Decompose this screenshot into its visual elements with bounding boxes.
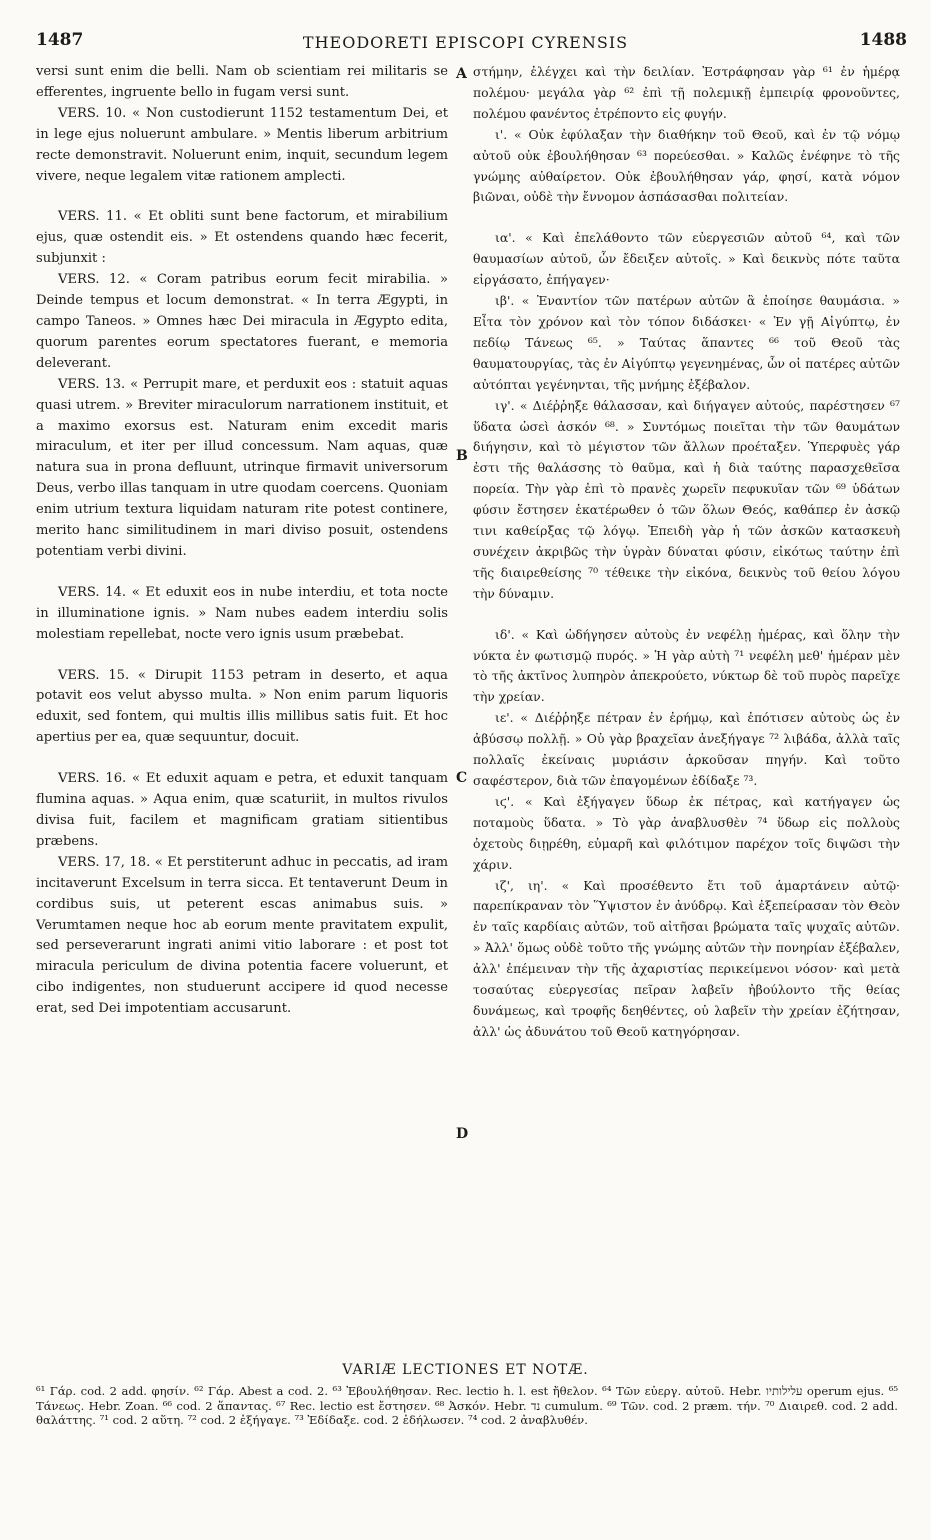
paragraph-gap xyxy=(36,187,448,207)
paragraph-gap xyxy=(36,563,448,583)
notes-title: VARIÆ LECTIONES ET NOTÆ. xyxy=(342,1362,589,1378)
column-mark-a: A xyxy=(456,66,467,82)
column-mark-b: B xyxy=(456,448,468,464)
latin-paragraph: VERS. 10. « Non custodierunt 1152 testamentum Dei, et in lege ejus noluerunt ambulare. » Mentis liberum arbitrium recte demonstravit. Noluerunt enim, inquit, secundum legem vivere, neque legalem vitæ rationem amplecti. xyxy=(36,105,448,184)
latin-paragraph: VERS. 11. « Et obliti sunt bene factorum, et mirabilium ejus, quæ ostendit eis. » Et ostendens quando hæc fecerit, subjunxit : xyxy=(36,209,448,267)
paragraph-gap xyxy=(36,646,448,666)
paragraph-gap xyxy=(473,605,900,625)
note-line: ⁶¹ Γάρ. cod. 2 add. φησίν. ⁶² Γάρ. Abest a cod. 2. ⁶³ Ἐβουλήθησαν. Rec. lectio h. l. est ἤθελον. ⁶⁴ Τῶν εὐεργ. αὐτοῦ. Hebr. עלילותיו operum ejus. ⁶⁵ Τάνεως. Hebr. Zoan. ⁶⁶ cod. 2 ἅπαντας. ⁶⁷ Rec. lectio est ἔστησεν. ⁶⁸ Ἀσκόν. Hebr. נד cumulum. ⁶⁹ Τῶν. cod. 2 præm. τήν. ⁷⁰ Διαιρεθ. cod. 2 add. θαλάττης. ⁷¹ cod. 2 αὕτη. ⁷² cod. 2 ἐξήγαγε. ⁷³ Ἐδίδαξε. cod. 2 ἐδήλωσεν. ⁷⁴ cod. 2 ἀναβλυθέν. xyxy=(36,1384,898,1428)
paragraph-gap xyxy=(473,208,900,228)
running-title: THEODORETI EPISCOPI CYRENSIS xyxy=(302,33,629,52)
latin-paragraph: VERS. 17, 18. « Et perstiterunt adhuc in peccatis, ad iram incitaverunt Excelsum in terra sicca. Et tentaverunt Deum in cordibus suis, ut peterent escas animabus suis. » Verumtamen neque hoc ab eorum mente pravitatem expulit, sed perseverarunt ingrati animi vitio laborare : et post tot miracula periculum de divina potentia facere voluerunt, et cibo indigentes, non studuerunt accipere id quod necesse erat, sed Dei impotentiam accusarunt. xyxy=(36,854,448,1017)
greek-paragraph: ιβ'. « Ἐναντίον τῶν πατέρων αὐτῶν ἃ ἐποίησε θαυμάσια. » Εἶτα τὸν χρόνον καὶ τὸν τόπον διδάσκει· « Ἐν γῇ Αἰγύπτῳ, ἐν πεδίῳ Τάνεως ⁶⁵. » Ταύτας ἅπαντες ⁶⁶ τοῦ Θεοῦ τὰς θαυματουργίας, τὰς ἐν Αἰγύπτῳ γεγενημένας, ὧν οἱ πατέρες αὐτῶν αὐτόπται γεγένηνται, τῆς μνήμης ἐξέβαλον. xyxy=(473,293,900,392)
greek-paragraph: ιϛ'. « Καὶ ἐξήγαγεν ὕδωρ ἐκ πέτρας, καὶ κατήγαγεν ὡς ποταμοὺς ὕδατα. » Τὸ γὰρ ἀναβλυσθὲν ⁷⁴ ὕδωρ εἰς πολλοὺς ὀχετοὺς διῃρέθη, εὐμαρῆ καὶ φιλότιμον παρέχον τοῖς διψῶσι τὴν χάριν. xyxy=(473,793,900,872)
greek-paragraph: ιγ'. « Διέῤῥηξε θάλασσαν, καὶ διήγαγεν αὐτούς, παρέστησεν ⁶⁷ ὕδατα ὡσεὶ ἀσκόν ⁶⁸. » Συντόμως ποιεῖται τὴν τῶν θαυμάτων διήγησιν, καὶ τὸ μέγιστον τῶν ἄλλων προέταξεν. Ὑπερφυὲς γάρ ἐστι τῆς θαλάσσης τὸ θαῦμα, καὶ ἡ διὰ ταύτης παρασχεθεῖσα πορεία. Τὴν γὰρ ἐπὶ τὸ πρανὲς χωρεῖν πεφυκυῖαν τῶν ⁶⁹ ὑδάτων φύσιν ἔστησεν ἑκατέρωθεν ὁ τῶν ὅλων Θεός, καθάπερ ἐν ἀσκῷ τινι καθείρξας τῷ λόγῳ. Ἐπειδὴ γὰρ ἡ τῶν ἀσκῶν κατασκευὴ συνέχειν ἀκριβῶς τὴν ὑγρὰν δύναται φύσιν, εἰκότως ταύτην ἐπὶ τῆς διαιρεθείσης ⁷⁰ τέθεικε τὴν εἰκόνα, δεικνὺς τοῦ θείου λόγου τὴν δύναμιν. xyxy=(473,397,900,601)
page-header xyxy=(0,30,931,64)
page-number-right: 1488 xyxy=(859,30,907,50)
column-mark-c: C xyxy=(456,770,468,786)
greek-paragraph: ι'. « Οὐκ ἐφύλαξαν τὴν διαθήκην τοῦ Θεοῦ, καὶ ἐν τῷ νόμῳ αὐτοῦ οὐκ ἐβουλήθησαν ⁶³ πορεύεσθαι. » Καλῶς ἐνέφηνε τὸ τῆς γνώμης αὐθαίρετον. Οὐκ ἐβουλήθησαν γάρ, φησί, κατὰ νόμον βιῶναι, οὐδὲ τὴν ἔννομον ἀσπάσασθαι πολιτείαν. xyxy=(473,126,900,205)
page-number-left: 1487 xyxy=(36,30,84,50)
latin-column xyxy=(36,62,448,1357)
greek-paragraph: ιδ'. « Καὶ ὡδήγησεν αὐτοὺς ἐν νεφέλῃ ἡμέρας, καὶ ὅλην τὴν νύκτα ἐν φωτισμῷ πυρός. » Ἡ γὰρ αὐτὴ ⁷¹ νεφέλη μεθ' ἡμέραν μὲν τὸ τῆς ἀκτῖνος λυπηρὸν ἀπεκρούετο, νύκτωρ δὲ τοῦ πυρὸς παρεῖχε τὴν χρείαν. xyxy=(473,626,900,705)
latin-paragraph: versi sunt enim die belli. Nam ob scientiam rei militaris se efferentes, ingruente bello in fugam versi sunt. xyxy=(36,64,448,100)
greek-column xyxy=(473,62,900,1357)
column-mark-d: D xyxy=(456,1126,469,1142)
greek-paragraph: ιζ', ιη'. « Καὶ προσέθεντο ἔτι τοῦ ἁμαρτάνειν αὐτῷ· παρεπίκραναν τὸν Ὕψιστον ἐν ἀνύδρῳ. Καὶ ἐξεπείρασαν τὸν Θεὸν ἐν ταῖς καρδίαις αὐτῶν, τοῦ αἰτῆσαι βρώματα ταῖς ψυχαῖς αὐτῶν. » Ἀλλ' ὅμως οὐδὲ τοῦτο τῆς γνώμης αὐτῶν τὴν πονηρίαν ἐξέβαλεν, ἀλλ' ἐπέμειναν τὴν τῆς ἀχαριστίας περικείμενοι νόσον· καὶ μετὰ τοσαύτας εὐεργεσίας πεῖραν λαβεῖν ἠβούλοντο τῆς θείας δυνάμεως, καὶ τροφῆς δεηθέντες, οὐ λαβεῖν τὴν χρείαν ἐζήτησαν, ἀλλ' ὡς ἀδυνάτου τοῦ Θεοῦ κατηγόρησαν. xyxy=(473,877,900,1039)
greek-paragraph: ιε'. « Διέῤῥηξε πέτραν ἐν ἐρήμῳ, καὶ ἐπότισεν αὐτοὺς ὡς ἐν ἀβύσσῳ πολλῇ. » Οὐ γὰρ βραχεῖαν ἀνεξήγαγε ⁷² λιβάδα, ἀλλὰ ταῖς πολλαῖς ἐκείναις μυριάσιν ἀρκοῦσαν πηγήν. Καὶ τοῦτο σαφέστερον, διὰ τῶν ἐπαγομένων ἐδίδαξε ⁷³. xyxy=(473,710,900,788)
variant-readings-notes xyxy=(36,1384,898,1532)
latin-paragraph: VERS. 12. « Coram patribus eorum fecit mirabilia. » Deinde tempus et locum demonstrat. « In terra Ægypti, in campo Taneos. » Omnes hæc Dei miracula in Ægypto edita, quorum parentes eorum spectatores fuerant, e memoria deleverant. xyxy=(36,272,448,371)
latin-paragraph: VERS. 14. « Et eduxit eos in nube interdiu, et tota nocte in illuminatione ignis. » Nam nubes eadem interdiu solis molestiam repellebat, nocte vero ignis usum præbebat. xyxy=(36,584,448,642)
paragraph-gap xyxy=(36,749,448,769)
latin-paragraph: VERS. 16. « Et eduxit aquam e petra, et eduxit tanquam flumina aquas. » Aqua enim, quæ scaturiit, in multos rivulos divisa fuit, facilem et magnificam gratiam sitientibus præbens. xyxy=(36,771,448,849)
latin-paragraph: VERS. 13. « Perrupit mare, et perduxit eos : statuit aquas quasi utrem. » Breviter miraculorum narrationem instituit, et a maximo exorsus est. Naturam enim excedit maris miraculum, et iter per illud concessum. Nam aquas, quæ natura sua in prona defluunt, utrinque firmavit universorum Deus, verbo illas tanquam in utre quodam coercens. Quoniam enim utrium textura liquidam naturam rite potest continere, merito hanc similitudinem in mari diviso posuit, ostendens potentiam verbi divini. xyxy=(36,376,448,559)
greek-paragraph: στήμην, ἐλέγχει καὶ τὴν δειλίαν. Ἐστράφησαν γὰρ ⁶¹ ἐν ἡμέρᾳ πολέμου· μεγάλα γὰρ ⁶² ἐπὶ τῇ πολεμικῇ ἐμπειρίᾳ φρονοῦντες, πολέμου φανέντος ἐτρέποντο εἰς φυγήν. xyxy=(473,64,900,121)
latin-paragraph: VERS. 15. « Dirupit 1153 petram in deserto, et aqua potavit eos velut abysso multa. » Non enim parum liquoris eduxit, sed fontem, qui multis illis millibus satis fuit. Et hoc apertius per ea, quæ sequuntur, docuit. xyxy=(36,667,448,746)
greek-paragraph: ια'. « Καὶ ἐπελάθοντο τῶν εὐεργεσιῶν αὐτοῦ ⁶⁴, καὶ τῶν θαυμασίων αὐτοῦ, ὧν ἔδειξεν αὐτοῖς. » Καὶ δεικνὺς πότε ταῦτα εἰργάσατο, ἐπήγαγεν· xyxy=(473,230,900,288)
